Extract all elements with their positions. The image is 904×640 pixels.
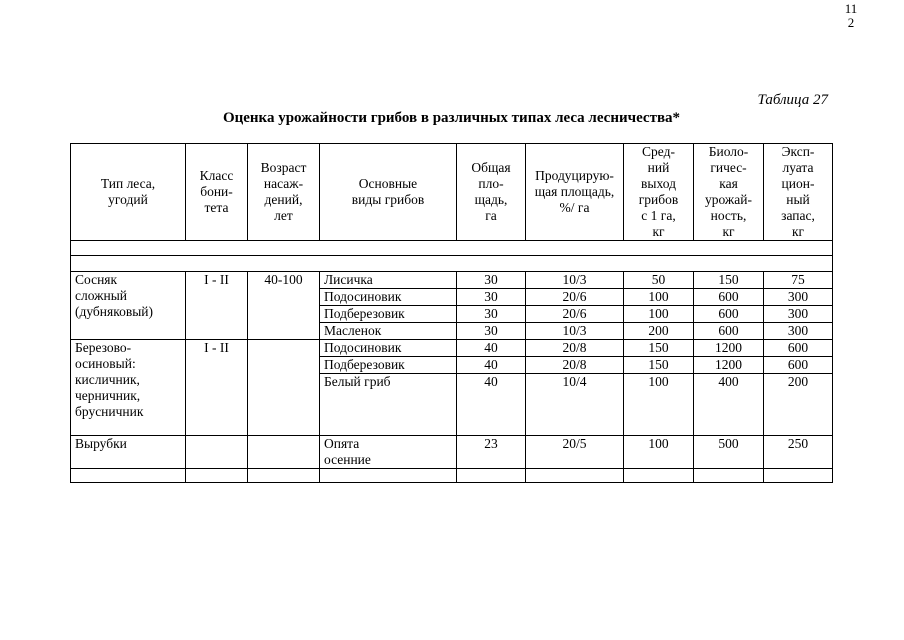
table-row [71,272,833,289]
forest-type-cell: Сосняк сложный (дубняковый) [71,272,186,340]
yield-cell: 100 [624,289,694,306]
column-header: Продуцирую- щая площадь, %/ га [526,144,624,241]
gap-cell [71,256,833,272]
empty-cell [71,469,186,483]
spacer-cell [71,241,833,256]
bio-cell: 600 [694,323,764,340]
exploit-cell: 600 [764,340,833,357]
column-header: Класс бони- тета [186,144,248,241]
column-header: Сред- ний выход грибов с 1 га, кг [624,144,694,241]
bio-cell: 500 [694,436,764,469]
empty-cell [694,469,764,483]
yield-cell: 100 [624,436,694,469]
spacer-row [71,241,833,256]
area-cell: 23 [457,436,526,469]
empty-cell [764,469,833,483]
species-cell: Опята осенние [320,436,457,469]
bonitet-cell: I - II [186,272,248,340]
empty-cell [320,469,457,483]
mushroom-yield-table [70,143,833,483]
bio-cell: 1200 [694,340,764,357]
empty-cell [248,469,320,483]
species-cell: Подберезовик [320,306,457,323]
species-cell: Подосиновик [320,289,457,306]
exploit-cell: 200 [764,374,833,436]
empty-cell [186,469,248,483]
empty-cell [526,469,624,483]
table-title: Оценка урожайности грибов в различных типах леса лесничества* [222,110,681,126]
column-header: Основные виды грибов [320,144,457,241]
page-number [836,2,866,30]
productive-cell: 10/4 [526,374,624,436]
exploit-cell: 300 [764,323,833,340]
area-cell: 30 [457,306,526,323]
yield-cell: 150 [624,357,694,374]
column-header: Биоло- гичес- кая урожай- ность, кг [694,144,764,241]
column-header: Тип леса, угодий [71,144,186,241]
column-header: Возраст насаж- дений, лет [248,144,320,241]
area-cell: 30 [457,323,526,340]
age-cell [248,340,320,436]
bonitet-cell [186,436,248,469]
header-row [71,144,833,241]
empty-cell [624,469,694,483]
column-header: Общая пло- щадь, га [457,144,526,241]
productive-cell: 20/5 [526,436,624,469]
area-cell: 40 [457,374,526,436]
yield-cell: 200 [624,323,694,340]
page-number-text: 11 2 [844,1,858,30]
species-cell: Подберезовик [320,357,457,374]
exploit-cell: 300 [764,306,833,323]
productive-cell: 20/6 [526,306,624,323]
bonitet-cell: I - II [186,340,248,436]
exploit-cell: 300 [764,289,833,306]
area-cell: 40 [457,340,526,357]
table-number: Таблица 27 [757,92,828,108]
species-cell: Подосиновик [320,340,457,357]
empty-cell [457,469,526,483]
yield-cell: 100 [624,306,694,323]
column-header: Эксп- луата цион- ный запас, кг [764,144,833,241]
area-cell: 30 [457,289,526,306]
exploit-cell: 250 [764,436,833,469]
bio-cell: 150 [694,272,764,289]
productive-cell: 20/6 [526,289,624,306]
forest-type-cell: Березово- осиновый: кисличник, черничник, брусничник [71,340,186,436]
bio-cell: 600 [694,289,764,306]
bio-cell: 1200 [694,357,764,374]
table-row [71,436,833,469]
yield-cell: 100 [624,374,694,436]
area-cell: 40 [457,357,526,374]
productive-cell: 10/3 [526,272,624,289]
productive-cell: 10/3 [526,323,624,340]
productive-cell: 20/8 [526,340,624,357]
species-cell: Белый гриб [320,374,457,436]
age-cell [248,436,320,469]
yield-cell: 150 [624,340,694,357]
empty-row [71,469,833,483]
species-cell: Масленок [320,323,457,340]
species-cell: Лисичка [320,272,457,289]
forest-type-cell: Вырубки [71,436,186,469]
exploit-cell: 75 [764,272,833,289]
bio-cell: 600 [694,306,764,323]
table-row [71,340,833,357]
yield-cell: 50 [624,272,694,289]
gap-row [71,256,833,272]
age-cell: 40-100 [248,272,320,340]
area-cell: 30 [457,272,526,289]
exploit-cell: 600 [764,357,833,374]
bio-cell: 400 [694,374,764,436]
productive-cell: 20/8 [526,357,624,374]
